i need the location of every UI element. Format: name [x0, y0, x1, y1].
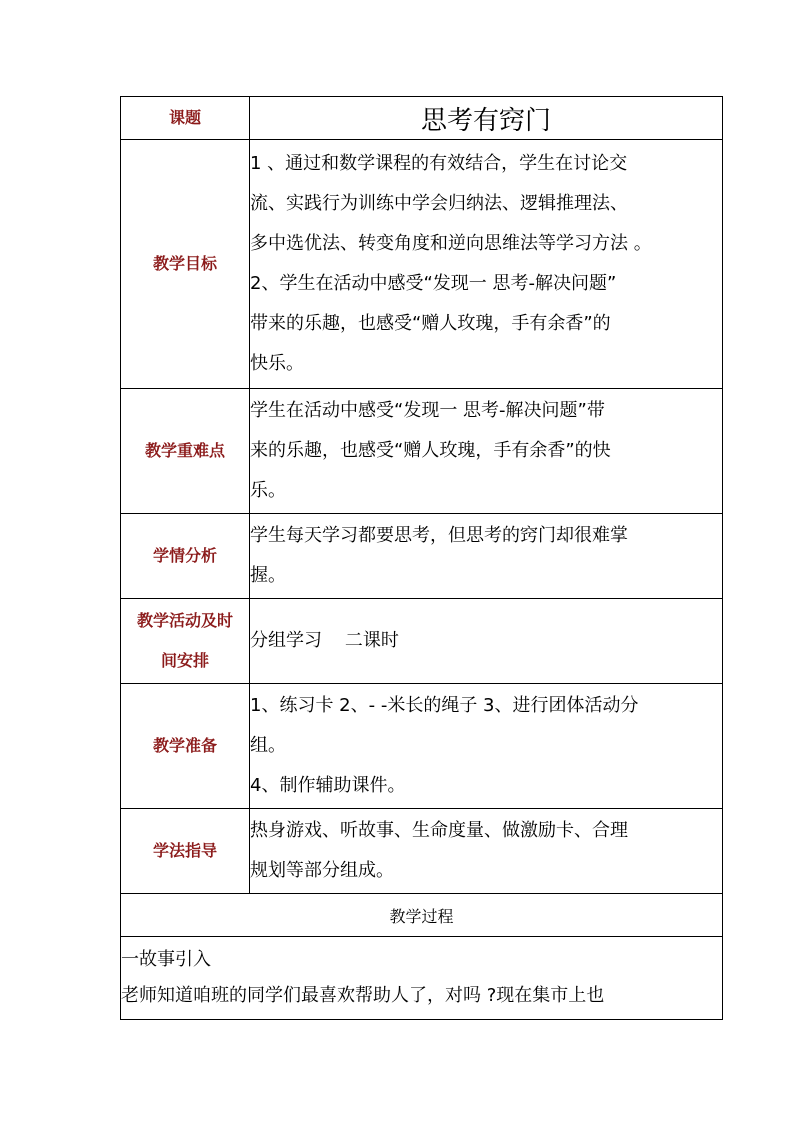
key-label: 教学重难点 [121, 389, 250, 514]
process-label: 教学过程 [121, 894, 723, 937]
goal-line: 1 、通过和数学课程的有效结合，学生在讨论交 [250, 153, 628, 174]
title-label: 课题 [121, 97, 250, 140]
analysis-line: 学生每天学习都要思考，但思考的窍门却很难掌 [250, 525, 628, 546]
process-content [121, 937, 723, 1020]
goal-line: 快乐。 [250, 353, 304, 374]
activity-content [250, 599, 723, 684]
prep-line: 组。 [250, 735, 286, 756]
process-line: 一故事引入 [121, 949, 211, 970]
lesson-plan-table [120, 96, 723, 1020]
row-activity-schedule [121, 599, 723, 684]
key-line: 乐。 [250, 480, 286, 501]
row-title [121, 97, 723, 140]
goal-label: 教学目标 [121, 140, 250, 389]
key-line: 来的乐趣，也感受“赠人玫瑰，手有余香”的快 [250, 440, 611, 461]
row-key-points [121, 389, 723, 514]
goal-line: 多中选优法、转变角度和逆向思维法等学习方法 。 [250, 233, 652, 254]
row-student-analysis [121, 514, 723, 599]
row-study-method [121, 809, 723, 894]
process-line: 老师知道咱班的同学们最喜欢帮助人了，对吗 ?现在集市上也 [121, 985, 605, 1006]
row-process-body [121, 937, 723, 1020]
method-line: 规划等部分组成。 [250, 860, 394, 881]
prep-content [250, 684, 723, 809]
goal-content [250, 140, 723, 389]
row-process-header [121, 894, 723, 937]
row-preparation [121, 684, 723, 809]
activity-value: 分组学习 二课时 [250, 630, 399, 651]
analysis-label: 学情分析 [121, 514, 250, 599]
prep-line: 1、练习卡 2、- -米长的绳子 3、进行团体活动分 [250, 695, 639, 716]
page-title: 思考有窍门 [250, 97, 723, 140]
goal-line: 流、实践行为训练中学会归纳法、逻辑推理法、 [250, 193, 628, 214]
activity-label-line: 教学活动及时 [136, 611, 233, 630]
method-content [250, 809, 723, 894]
prep-line: 4、制作辅助课件。 [250, 775, 406, 796]
activity-label [121, 599, 250, 684]
method-label: 学法指导 [121, 809, 250, 894]
method-line: 热身游戏、听故事、生命度量、做激励卡、合理 [250, 820, 628, 841]
key-line: 学生在活动中感受“发现一 思考-解决问题”带 [250, 400, 605, 421]
key-content [250, 389, 723, 514]
goal-line: 带来的乐趣，也感受“赠人玫瑰，手有余香”的 [250, 313, 611, 334]
prep-label: 教学准备 [121, 684, 250, 809]
goal-line: 2、学生在活动中感受“发现一 思考-解决问题” [250, 273, 617, 294]
row-teaching-goals [121, 140, 723, 389]
activity-label-line: 间安排 [160, 651, 209, 670]
analysis-content [250, 514, 723, 599]
analysis-line: 握。 [250, 565, 286, 586]
